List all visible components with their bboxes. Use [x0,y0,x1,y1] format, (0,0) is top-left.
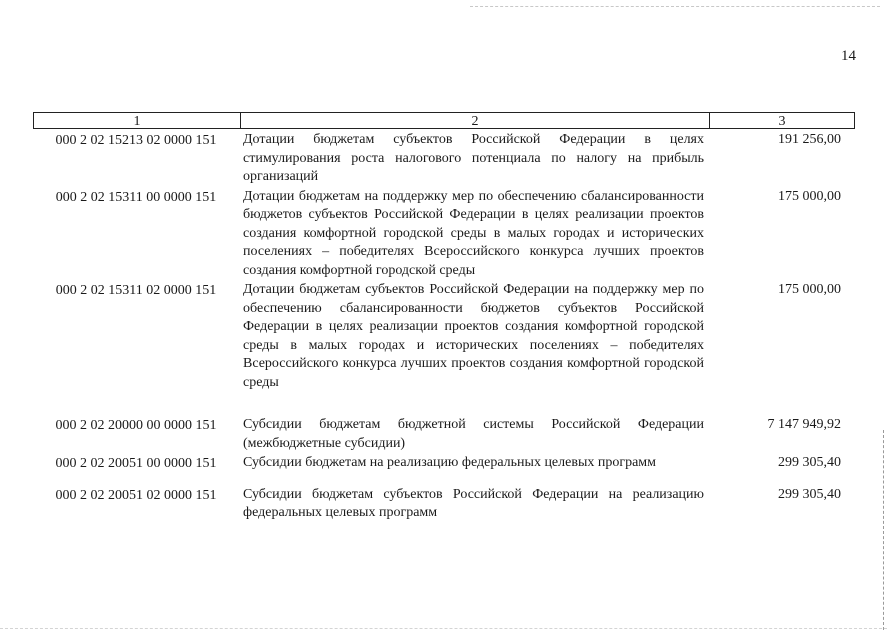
income-description: Субсидии бюджетам субъектов Российской Федерации на реализацию федеральных целевых программ [243,486,704,520]
income-description: Дотации бюджетам на поддержку мер по обеспечению сбалансированности бюджетов субъектов Российской Федерации в целях реализации проектов создания комфортной городской среды в малых городах и исторических поселениях – победителях Всероссийского конкурса лучших проектов создания комфортной городской среды [243,188,704,278]
header-cell-2: 2 [241,113,710,128]
amount: 175 000,00 [778,188,841,204]
budget-table [33,112,855,523]
budget-code: 000 2 02 20051 02 0000 151 [55,487,217,503]
scan-artifact-bottom [0,628,887,630]
amount: 299 305,40 [778,486,841,502]
budget-code: 000 2 02 15213 02 0000 151 [55,133,217,148]
table-row [33,131,855,187]
amount: 299 305,40 [778,455,841,470]
scan-artifact-right-edge [883,430,885,630]
table-header-row [33,112,855,129]
amount: 191 256,00 [778,132,841,147]
table-row [33,281,855,392]
header-cell-3: 3 [778,114,786,129]
amount: 7 147 949,92 [767,417,841,432]
budget-code: 000 2 02 15311 00 0000 151 [55,189,217,205]
table-row [33,454,855,474]
header-cell-1: 1 [34,113,241,128]
table-row [33,188,855,281]
budget-code: 000 2 02 20000 00 0000 151 [55,418,217,433]
table-row [33,486,855,523]
income-description: Дотации бюджетам субъектов Российской Федерации в целях стимулирования роста налогового потенциала по налогу на прибыль организаций [243,132,704,184]
income-description: Субсидии бюджетам бюджетной системы Российской Федерации (межбюджетные субсидии) [243,417,704,451]
budget-code: 000 2 02 15311 02 0000 151 [55,283,217,298]
budget-code: 000 2 02 20051 00 0000 151 [55,456,217,471]
page-number: 14 [841,48,856,64]
scan-artifact-top [470,6,880,8]
amount: 175 000,00 [778,282,841,297]
income-description: Дотации бюджетам субъектов Российской Федерации на поддержку мер по обеспечению сбалансированности бюджетов субъектов Российской Федерации в целях реализации проектов создания комфортной городской среды в малых городах и исторических поселениях – победителях Всероссийского конкурса лучших проектов создания комфортной городской среды [243,282,704,390]
table-row [33,416,855,453]
income-description: Субсидии бюджетам на реализацию федеральных целевых программ [243,455,657,470]
